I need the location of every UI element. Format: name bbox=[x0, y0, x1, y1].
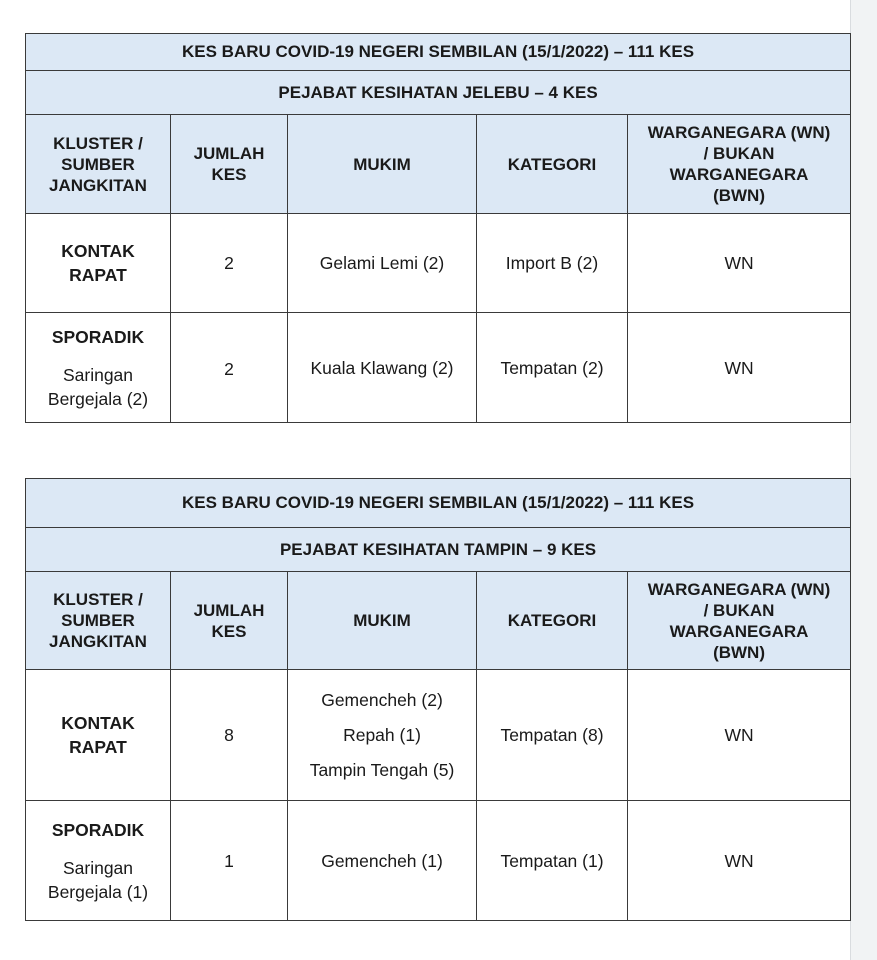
cell-warganegara: WN bbox=[628, 670, 851, 801]
cell-warganegara: WN bbox=[628, 313, 851, 423]
cell-kluster: SPORADIK Saringan Bergejala (2) bbox=[26, 313, 171, 423]
header-warganegara: WARGANEGARA (WN) / BUKAN WARGANEGARA (BWN) bbox=[628, 572, 851, 670]
cell-kluster: KONTAK RAPAT bbox=[26, 670, 171, 801]
header-jumlah: JUMLAH KES bbox=[171, 572, 288, 670]
cell-kategori: Tempatan (8) bbox=[477, 670, 628, 801]
page-edge bbox=[850, 0, 877, 960]
header-warganegara: WARGANEGARA (WN) / BUKAN WARGANEGARA (BWN) bbox=[628, 115, 851, 214]
cell-warganegara: WN bbox=[628, 214, 851, 313]
header-kluster: KLUSTER / SUMBER JANGKITAN bbox=[26, 572, 171, 670]
cell-jumlah: 2 bbox=[171, 214, 288, 313]
cell-jumlah: 8 bbox=[171, 670, 288, 801]
case-table-jelebu bbox=[25, 33, 851, 423]
cell-kategori: Tempatan (1) bbox=[477, 801, 628, 921]
case-table-tampin bbox=[25, 478, 851, 921]
table-title: KES BARU COVID-19 NEGERI SEMBILAN (15/1/2022) – 111 KES bbox=[26, 34, 851, 71]
table-row bbox=[26, 214, 851, 313]
header-kategori: KATEGORI bbox=[477, 115, 628, 214]
cell-kluster: KONTAK RAPAT bbox=[26, 214, 171, 313]
table-title: KES BARU COVID-19 NEGERI SEMBILAN (15/1/2022) – 111 KES bbox=[26, 479, 851, 528]
cell-kategori: Tempatan (2) bbox=[477, 313, 628, 423]
cell-mukim: Gemencheh (2) Repah (1) Tampin Tengah (5) bbox=[288, 670, 477, 801]
cell-mukim: Kuala Klawang (2) bbox=[288, 313, 477, 423]
cell-kluster: SPORADIK Saringan Bergejala (1) bbox=[26, 801, 171, 921]
table-row bbox=[26, 801, 851, 921]
table-row bbox=[26, 313, 851, 423]
header-mukim: MUKIM bbox=[288, 115, 477, 214]
cell-mukim: Gemencheh (1) bbox=[288, 801, 477, 921]
cell-jumlah: 1 bbox=[171, 801, 288, 921]
header-kluster: KLUSTER / SUMBER JANGKITAN bbox=[26, 115, 171, 214]
header-mukim: MUKIM bbox=[288, 572, 477, 670]
office-title: PEJABAT KESIHATAN JELEBU – 4 KES bbox=[26, 71, 851, 115]
office-title: PEJABAT KESIHATAN TAMPIN – 9 KES bbox=[26, 528, 851, 572]
table-row bbox=[26, 670, 851, 801]
cell-jumlah: 2 bbox=[171, 313, 288, 423]
cell-kategori: Import B (2) bbox=[477, 214, 628, 313]
header-jumlah: JUMLAH KES bbox=[171, 115, 288, 214]
cell-mukim: Gelami Lemi (2) bbox=[288, 214, 477, 313]
header-kategori: KATEGORI bbox=[477, 572, 628, 670]
cell-warganegara: WN bbox=[628, 801, 851, 921]
